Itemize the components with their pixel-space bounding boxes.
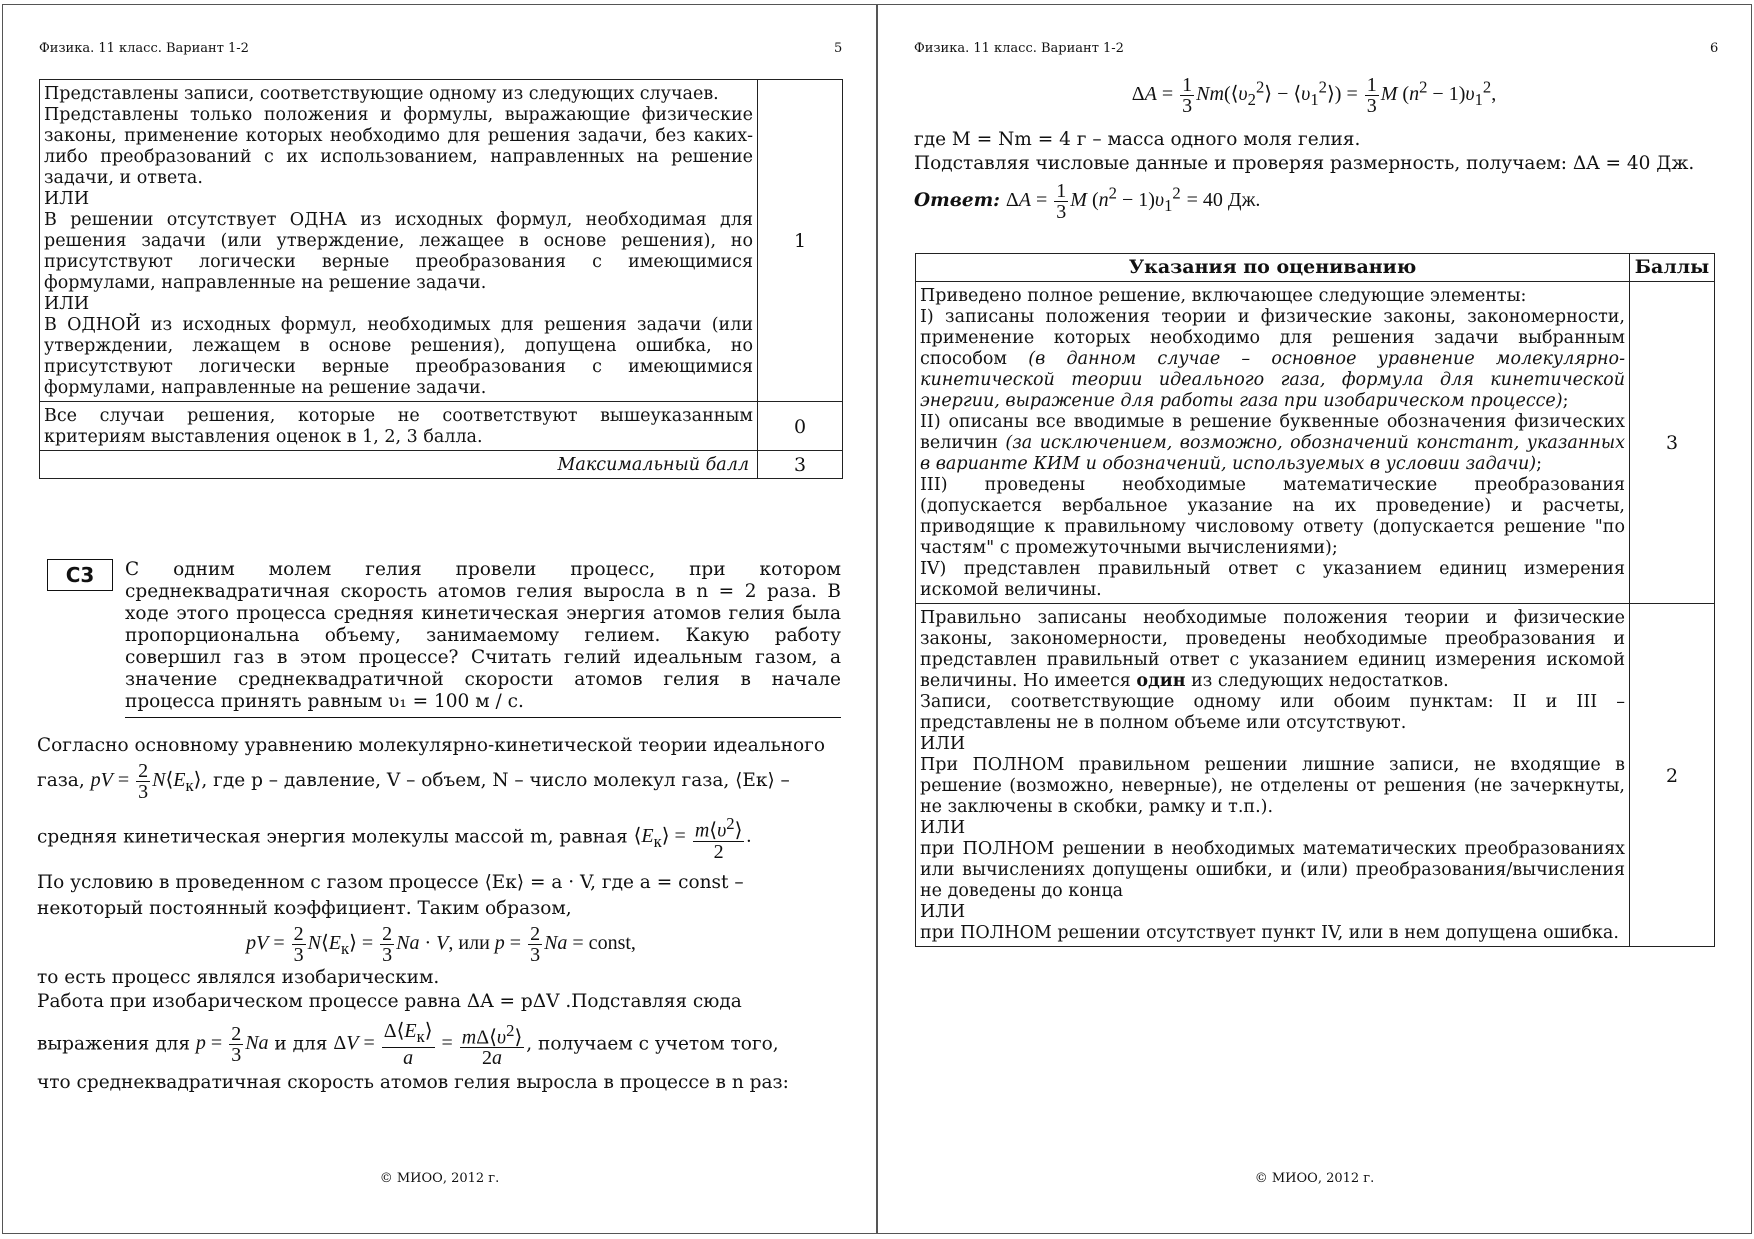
formula-kinetic-energy: $⟨E_к⟩$ = $\frac{m⟨\upsilon^2⟩}{2}$ . xyxy=(633,814,752,863)
grading-row xyxy=(916,604,1715,947)
grading-paragraph: Записи, соответствующие одному или обоим пунктам: II и III – представлены не в полном объеме или отсутствуют. xyxy=(920,692,1625,733)
solution-text: средняя кинетическая энергия молекулы массой m, равная xyxy=(37,826,628,848)
formula-pressure: p = $\frac{2}{3}$ Na xyxy=(195,1022,269,1066)
grading-item-note: (в данном случае – основное уравнение молекулярно-кинетической теории идеального газа, формула для кинетической энергии, выражение для работы газа при изобарическом процессе) xyxy=(920,349,1625,411)
answer-value: = 40 Дж. xyxy=(1186,189,1261,212)
grading-paragraph: I) записаны положения теории и физические законы, закономерности, применение которых необходимо для решения задачи выбранным способом (в данном случае – основное уравнение молекулярно-кинетической теории идеального газа, формула для кинетической энергии, выражение для работы газа при изобарическом процессе); xyxy=(920,307,1625,411)
max-score-label: Максимальный балл xyxy=(40,451,758,479)
grading-text xyxy=(916,282,1630,604)
grading-row xyxy=(916,282,1715,604)
grading-paragraph: ИЛИ xyxy=(920,902,966,922)
grading-item-text: II) описаны все вводимые в решение буквенные обозначения физических величин xyxy=(920,412,1625,453)
left-page xyxy=(2,4,877,1234)
grading-item-text: I) записаны положения теории и физические законы, закономерности, применение которых необходимо для решения задачи выбранным способом xyxy=(920,307,1625,369)
max-score-value: 3 xyxy=(758,451,843,479)
solution-text: что среднеквадратичная скорость атомов гелия выросла в процессе в n раз: xyxy=(37,1072,789,1094)
page-header: Физика. 11 класс. Вариант 1-2 xyxy=(914,41,1124,56)
grading-col-criteria: Указания по оцениванию xyxy=(916,254,1630,282)
page-footer: © МИОО, 2012 г. xyxy=(1254,1171,1375,1186)
grading-paragraph: ИЛИ xyxy=(920,734,966,754)
solution xyxy=(914,129,1714,222)
grading-paragraph: ИЛИ xyxy=(920,818,966,838)
grading-item-text: из следующих недостатков. xyxy=(1191,671,1449,691)
criteria-row xyxy=(40,80,843,402)
criteria-row xyxy=(40,402,843,451)
grading-paragraph: II) описаны все вводимые в решение буквенные обозначения физических величин (за исключением, возможно, обозначений констант, указанных в варианте КИМ и обозначений, используемых в условии задачи); xyxy=(920,412,1625,474)
grading-paragraph: При ПОЛНОМ правильном решении лишние записи, не входящие в решение (возможно, неверные), не отделены от решения (не зачеркнуты, не заключены в скобки, рамку и т.п.). xyxy=(920,755,1625,817)
answer-line xyxy=(914,181,1714,222)
criteria-paragraph: В решении отсутствует ОДНА из исходных формул, необходимая для решения задачи (или утверждение, лежащее в основе решения), но присутствуют логически верные преобразования с имеющимися формулами, направленные на решение задачи. xyxy=(44,210,753,293)
solution-text: газа, xyxy=(37,770,85,792)
solution-text: Подставляя числовые данные и проверяя размерность, получаем: ΔA = 40 Дж. xyxy=(914,153,1695,174)
grading-paragraph xyxy=(920,608,1625,692)
criteria-paragraph: Представлены только положения и формулы, выражающие физические законы, применение которых необходимо для решения задачи, без каких-либо преобразований с их использованием, направленных на решение задачи, и ответа. xyxy=(44,105,753,188)
grading-paragraph: III) проведены необходимые математические преобразования (допускается вербальное указание на их проведение) и расчеты, приводящие к правильному числовому ответу (допускается решение "по частям" с промежуточными вычислениями); xyxy=(920,475,1625,558)
solution-text: некоторый постоянный коэффициент. Таким образом, xyxy=(37,897,572,919)
criteria-score: 0 xyxy=(758,402,843,451)
solution-text: Согласно основному уравнению молекулярно-кинетической теории идеального xyxy=(37,735,825,756)
answer-formula: ΔA = $\frac{1}{3}$ M $(n^2 - 1)\upsilon_1^2$ xyxy=(1005,180,1181,223)
formula-volume-change: ΔV = $\frac{\Delta⟨E_к⟩}{a}$ = $\frac{m\Delta⟨\upsilon^2⟩}{2a}$ xyxy=(333,1019,523,1070)
grading-item-text: Правильно записаны необходимые положения теории и физические законы, закономерности, проведены необходимые преобразования и представлен правильный ответ с указанием единиц измерения искомой величины. Но имеется xyxy=(920,608,1625,691)
solution-text: Работа при изобарическом процессе равна ΔA = pΔV .Подставляя сюда xyxy=(37,990,742,1012)
right-page xyxy=(877,4,1752,1234)
task-text: С одним молем гелия провели процесс, при котором среднеквадратичная скорость атомов гелия выросла в n = 2 раза. В ходе этого процесса средняя кинетическая энергия атомов гелия была пропорциональна объему, занимаемому гелием. Какую работу совершил газ в этом процессе? Считать гелий идеальным газом, а значение среднеквадратичной скорости атомов гелия в начале процесса принять равным υ₁ = 100 м / с. xyxy=(125,559,841,718)
grading-paragraph: Приведено полное решение, включающее следующие элементы: xyxy=(920,286,1527,306)
grading-item-note: (за исключением, возможно, обозначений констант, указанных в варианте КИМ и обозначений, используемых в условии задачи) xyxy=(920,433,1625,474)
grading-col-score: Баллы xyxy=(1630,254,1715,282)
solution-line xyxy=(37,761,845,802)
grading-score: 2 xyxy=(1630,604,1715,947)
page-header: Физика. 11 класс. Вариант 1-2 xyxy=(39,41,249,56)
formula-work: ΔA = $\frac{1}{3}$ $Nm(⟨\upsilon_2^2⟩$ − $⟨\upsilon_1^2⟩$) = $\frac{1}{3}$ M $(n^2 - 1)\upsilon_1^2$, xyxy=(1131,74,1497,117)
task-label: С3 xyxy=(47,559,113,591)
solution-text: , где p – давление, V – объем, N – число молекул газа, ⟨Eк⟩ – xyxy=(201,770,790,792)
criteria-paragraph: В ОДНОЙ из исходных формул, необходимых для решения задачи (или утверждении, лежащем в основе решения), допущена ошибка, но присутствуют логически верные преобразования с имеющимися формулами, направленные на решение задачи. xyxy=(44,315,753,398)
grading-paragraph: при ПОЛНОМ решении в необходимых математических преобразованиях или вычислениях допущены ошибки, и (или) преобразования/вычисления не доведены до конца xyxy=(920,839,1625,901)
page-number: 5 xyxy=(834,41,843,56)
criteria-text xyxy=(40,80,758,402)
criteria-score: 1 xyxy=(758,80,843,402)
grading-text xyxy=(916,604,1630,947)
criteria-paragraph: Представлены записи, соответствующие одному из следующих случаев. xyxy=(44,84,719,104)
solution-line xyxy=(37,814,845,862)
grading-paragraph: при ПОЛНОМ решении отсутствует пункт IV, или в нем допущена ошибка. xyxy=(920,923,1619,943)
formula-mkt: pV = $\frac{2}{3}$ $N⟨E_к⟩$ xyxy=(90,760,202,803)
solution xyxy=(37,735,845,1094)
criteria-paragraph: Все случаи решения, которые не соответствуют вышеуказанным критериям выставления оценок в 1, 2, 3 балла. xyxy=(44,406,753,447)
max-score-row xyxy=(40,451,843,479)
solution-text: , получаем с учетом того, xyxy=(526,1033,779,1055)
page-footer: © МИОО, 2012 г. xyxy=(379,1171,500,1186)
grading-score: 3 xyxy=(1630,282,1715,604)
formula-isobaric: pV = $\frac{2}{3}$ $N⟨E_к⟩$ = $\frac{2}{3}$ Na · V, или p = $\frac{2}{3}$ Na = const, xyxy=(246,922,636,966)
criteria-text xyxy=(40,402,758,451)
grading-paragraph: IV) представлен правильный ответ с указанием единиц измерения искомой величины. xyxy=(920,559,1625,600)
solution-text: и для xyxy=(274,1033,328,1055)
solution-text: где M = Nm = 4 г – масса одного моля гелия. xyxy=(914,129,1361,150)
criteria-paragraph: ИЛИ xyxy=(44,189,90,209)
solution-text: выражения для xyxy=(37,1033,191,1055)
solution-text: то есть процесс являлся изобарическим. xyxy=(37,966,440,988)
criteria-paragraph: ИЛИ xyxy=(44,294,90,314)
answer-label: Ответ: xyxy=(914,190,1001,212)
grading-item-emphasis: один xyxy=(1136,671,1186,691)
solution-text: По условию в проведенном с газом процессе ⟨Eк⟩ = a · V, где a = const – xyxy=(37,871,744,893)
grading-table xyxy=(915,253,1715,947)
grading-header-row xyxy=(916,254,1715,282)
page-number: 6 xyxy=(1710,41,1719,56)
solution-line xyxy=(37,1021,845,1069)
criteria-table xyxy=(39,79,843,479)
